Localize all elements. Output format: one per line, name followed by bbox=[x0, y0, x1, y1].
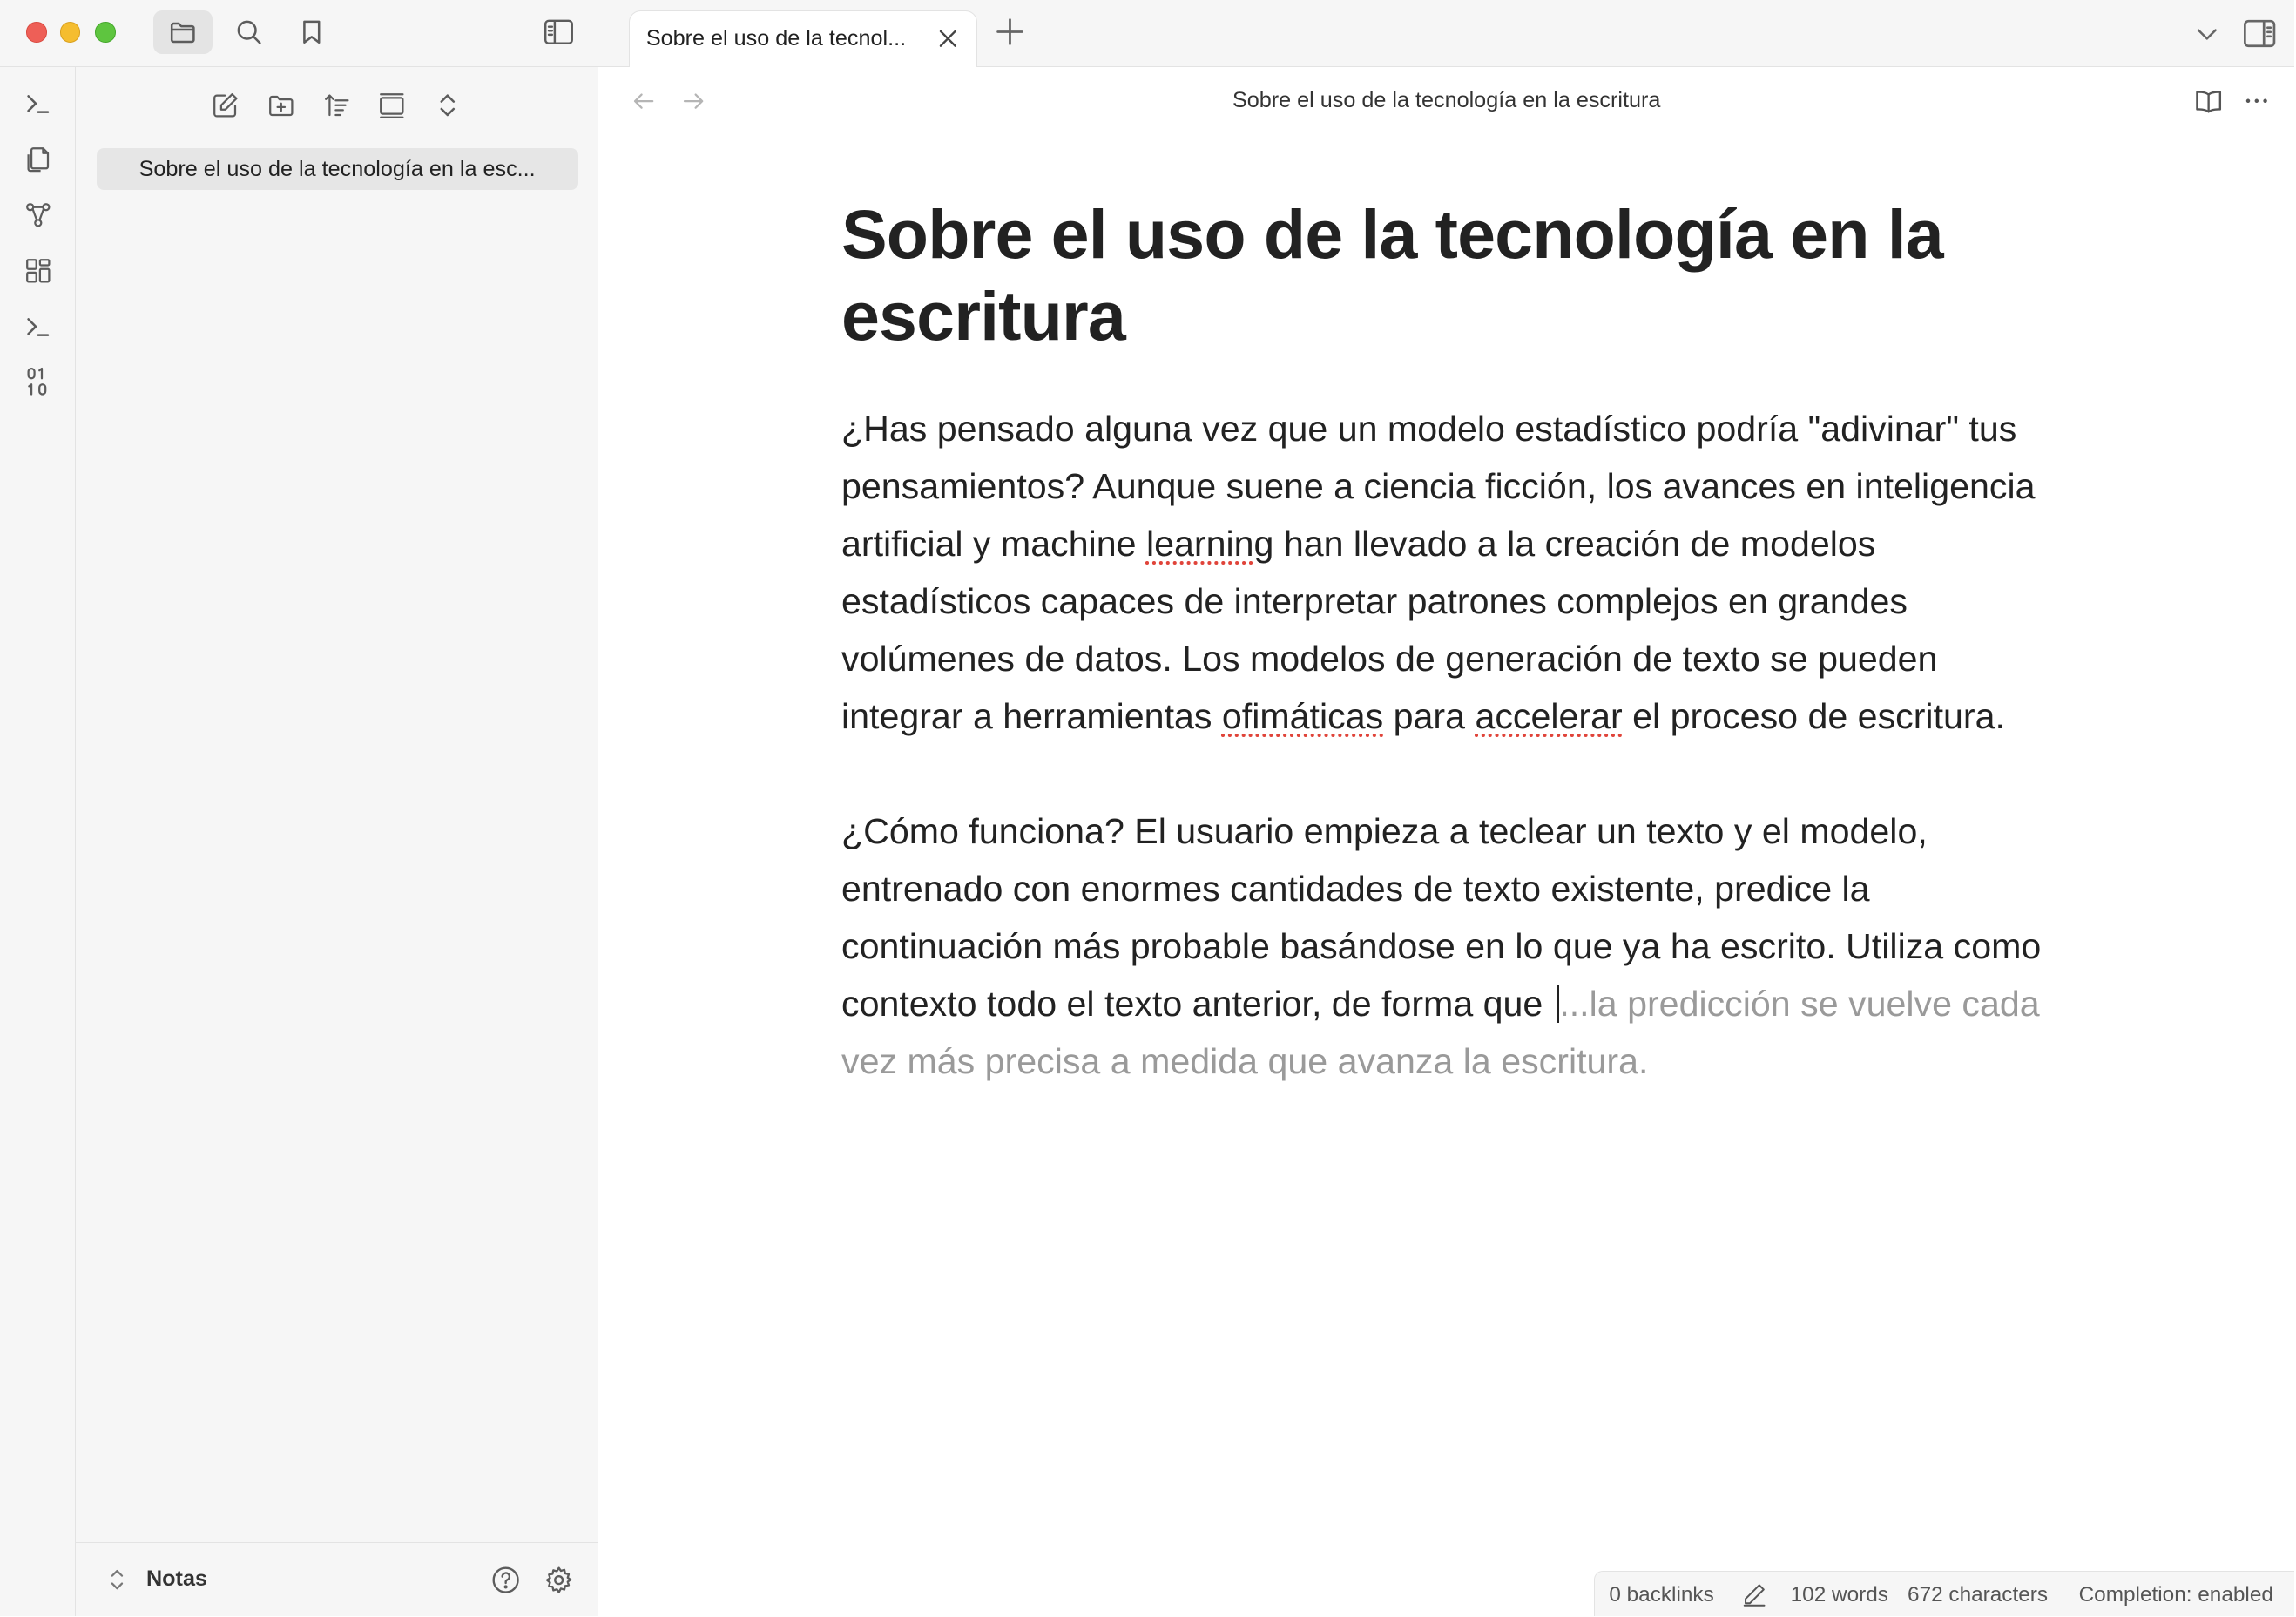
sidebar-toggle-icon bbox=[543, 17, 575, 47]
command-icon bbox=[24, 312, 53, 342]
terminal-icon bbox=[24, 89, 53, 118]
note-title-line-2: escritura bbox=[841, 277, 1125, 355]
reveal-file-icon bbox=[377, 91, 407, 120]
more-options-button[interactable] bbox=[2242, 86, 2272, 122]
new-folder-button[interactable] bbox=[263, 88, 298, 123]
files-tab-button[interactable] bbox=[153, 10, 212, 54]
ribbon-binary[interactable] bbox=[21, 364, 56, 399]
editing-mode-indicator[interactable] bbox=[1741, 1581, 1767, 1614]
ribbon-canvas[interactable] bbox=[21, 254, 56, 288]
close-tab-button[interactable] bbox=[935, 26, 961, 58]
paragraph-intro-text-3: para bbox=[1383, 695, 1476, 736]
view-header-title[interactable]: Sobre el uso de la tecnología en la escritura bbox=[1232, 87, 1661, 112]
ribbon-open-terminal[interactable] bbox=[21, 86, 56, 121]
expand-right-sidebar-button[interactable] bbox=[2242, 17, 2277, 56]
chevron-up-down-icon bbox=[105, 1566, 129, 1593]
paragraph-intro-text-1: ¿Has pensado alguna vez que un modelo estadístico podría "adivinar" tus pensamientos? Aunque suene a ciencia ficción, los avances en inteligencia artificial y machine bbox=[841, 408, 2036, 564]
close-window-button[interactable] bbox=[26, 22, 47, 43]
misspelled-word[interactable]: accelerar bbox=[1475, 695, 1623, 736]
help-button[interactable] bbox=[490, 1565, 521, 1601]
word-count: 102 words bbox=[1790, 1583, 1888, 1607]
tab-list-button[interactable] bbox=[2192, 19, 2222, 55]
new-folder-icon bbox=[267, 91, 296, 120]
backlinks-count[interactable]: 0 backlinks bbox=[1609, 1583, 1714, 1607]
misspelled-word[interactable]: ofimáticas bbox=[1221, 695, 1384, 736]
paragraph-intro-text-4: el proceso de escritura. bbox=[1622, 695, 2005, 736]
book-open-icon bbox=[2193, 86, 2224, 117]
ribbon-command-palette[interactable] bbox=[21, 308, 56, 343]
paragraph-how-it-works[interactable] bbox=[841, 802, 2042, 1090]
tab-bar bbox=[598, 0, 2294, 67]
vault-name[interactable]: Notas bbox=[145, 1566, 207, 1591]
minimize-window-button[interactable] bbox=[60, 22, 81, 43]
pencil-icon bbox=[1741, 1581, 1767, 1607]
chevron-down-icon bbox=[2192, 19, 2222, 49]
typed-text: ¿Cómo funciona? El usuario empieza a teclear un texto y el modelo, entrenado con enormes cantidades de texto existente, predice la continuación más probable basándose en lo que ya ha escrito. Utiliza como contexto todo el texto anterior, de forma que bbox=[841, 810, 2042, 1024]
new-note-icon bbox=[211, 91, 240, 120]
close-icon bbox=[935, 26, 961, 51]
paragraph-intro-text-2: han llevado a la creación de modelos estadísticos capaces de interpretar patrones complejos en grandes volúmenes de datos. Los modelos de generación de texto se pueden integrar a herramientas bbox=[841, 523, 1938, 736]
more-horizontal-icon bbox=[2242, 86, 2272, 116]
sidebar-right-icon bbox=[2242, 17, 2277, 50]
bookmark-icon bbox=[297, 17, 327, 47]
sort-icon bbox=[322, 91, 352, 120]
ribbon bbox=[0, 67, 76, 1615]
bookmarks-tab-button[interactable] bbox=[290, 10, 334, 54]
search-tab-button[interactable] bbox=[226, 10, 270, 54]
vault-switcher-chevron[interactable] bbox=[105, 1566, 129, 1599]
reading-view-button[interactable] bbox=[2193, 86, 2224, 123]
sort-button[interactable] bbox=[319, 88, 354, 123]
dashboard-icon bbox=[24, 256, 53, 286]
file-copy-icon bbox=[24, 145, 53, 174]
file-explorer bbox=[76, 67, 598, 1615]
auto-reveal-button[interactable] bbox=[375, 88, 409, 123]
new-note-button[interactable] bbox=[208, 88, 243, 123]
vault-switcher-bar bbox=[76, 1542, 598, 1616]
binary-icon bbox=[24, 366, 53, 398]
zoom-window-button[interactable] bbox=[95, 22, 116, 43]
plus-icon bbox=[994, 16, 1026, 48]
note-content[interactable] bbox=[841, 193, 2042, 1090]
editor-pane bbox=[598, 67, 2294, 1615]
completion-suggestion[interactable]: ...la predicción se vuelve cada vez más precisa a medida que avanza la escritura. bbox=[841, 983, 2040, 1081]
note-title-line-1: Sobre el uso de la tecnología en la bbox=[841, 195, 1943, 273]
completion-status[interactable]: Completion: enabled bbox=[2078, 1583, 2273, 1607]
file-item-label: Sobre el uso de la tecnología en la esc... bbox=[138, 156, 536, 181]
titlebar-left bbox=[0, 0, 598, 67]
folder-icon bbox=[168, 17, 198, 47]
help-icon bbox=[490, 1565, 521, 1595]
collapse-all-button[interactable] bbox=[430, 88, 465, 123]
paragraph-intro[interactable] bbox=[841, 400, 2042, 745]
tab-title: Sobre el uso de la tecnol... bbox=[645, 25, 907, 51]
collapse-left-sidebar-button[interactable] bbox=[537, 10, 581, 54]
ribbon-file-recovery[interactable] bbox=[21, 142, 56, 177]
status-bar bbox=[1594, 1571, 2295, 1616]
expand-collapse-icon bbox=[433, 91, 463, 120]
character-count: 672 characters bbox=[1908, 1583, 2049, 1607]
ribbon-graph-view[interactable] bbox=[21, 198, 56, 233]
misspelled-word[interactable]: learning bbox=[1145, 523, 1274, 564]
new-tab-button[interactable] bbox=[994, 16, 1026, 54]
note-title[interactable] bbox=[841, 193, 2042, 357]
search-icon bbox=[234, 17, 264, 47]
file-item-active-note[interactable] bbox=[97, 148, 578, 191]
settings-button[interactable] bbox=[544, 1565, 574, 1601]
tab-active-note[interactable] bbox=[629, 10, 977, 68]
graph-icon bbox=[24, 200, 53, 230]
gear-icon bbox=[544, 1565, 574, 1595]
